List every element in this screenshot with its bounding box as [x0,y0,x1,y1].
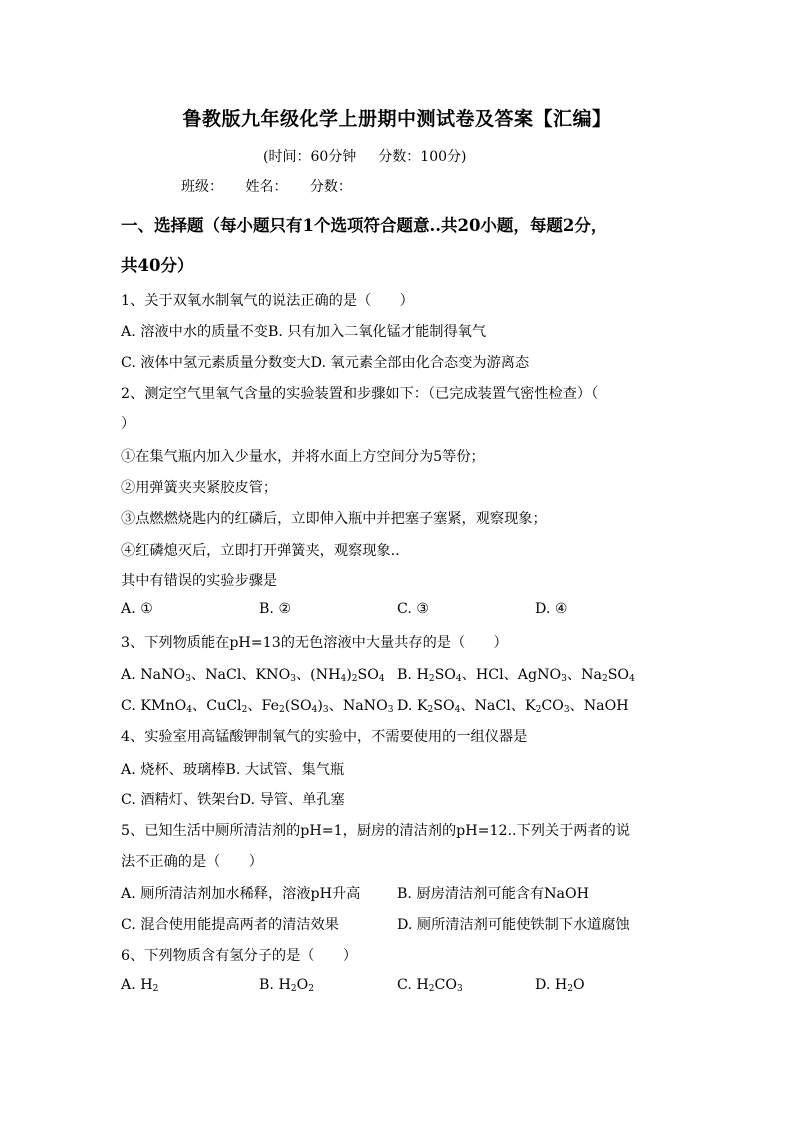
exam-score: 分数：100分) [378,149,467,165]
q5-stem: 5、已知生活中厕所清洁剂的pH=1，厨房的清洁剂的pH=12..下列关于两者的说 [121,823,631,839]
q5-option-d: D. 厕所清洁剂可能使铁制下水道腐蚀 [397,917,630,933]
q5-option-c: C. 混合使用能提高两者的清洁效果 [121,917,339,933]
q3-stem: 3、下列物质能在pH=13的无色溶液中大量共存的是（ ） [121,635,508,651]
q2-step-3: ③点燃燃烧匙内的红磷后，立即伸入瓶中并把塞子塞紧，观察现象； [121,511,547,527]
page-title: 鲁教版九年级化学上册期中测试卷及答案【汇编】 [182,108,612,130]
q2-step-1: ①在集气瓶内加入少量水，并将水面上方空间分为5等份； [121,449,485,465]
section-heading-line1: 一、选择题（每小题只有1个选项符合题意..共20小题，每题2分， [121,216,608,235]
q3-option-d: D. $K_2SO_4$、NaCl、$K_2CO_3$、NaOH [397,698,629,715]
q5-option-a: A. 厕所清洁剂加水稀释，溶液pH升高 [121,886,361,902]
q4-options-cd: C. 酒精灯、铁架台D. 导管、单孔塞 [121,792,345,808]
q5-option-b: B. 厨房清洁剂可能含有NaOH [397,886,590,902]
q5-options-cd [121,914,681,934]
q6-option-b: B. $H_2O_2$ [259,977,314,994]
q2-question: 其中有错误的实验步骤是 [121,573,278,589]
q2-option-a: A. ① [121,601,153,617]
q2-stem-cont: ） [121,416,136,432]
q2-option-b: B. ② [259,601,292,617]
q5-options-ab [121,883,681,903]
exam-time: (时间：60分钟 [263,149,357,165]
q3-options-ab [121,664,681,684]
q6-option-c: C. $H_2CO_3$ [397,977,463,994]
q2-options [121,601,681,617]
q1-options-cd: C. 液体中氢元素质量分数变大D. 氧元素全部由化合态变为游离态 [121,355,530,371]
q2-step-4: ④红磷熄灭后，立即打开弹簧夹，观察现象.. [121,543,400,559]
q3-option-c: C. KMnO$_4$、CuCl$_2$、$Fe_2(SO_4)_3$、NaNO$_3$ [121,698,394,715]
q1-options-ab: A. 溶液中水的质量不变B. 只有加入二氧化锰才能制得氧气 [121,324,487,340]
q2-option-c: C. ③ [397,601,430,617]
q3-option-b: B. $H_2SO_4$、HCl、AgNO$_3$、$Na_2SO_4$ [397,667,635,684]
q5-stem-cont: 法不正确的是（ ） [121,854,263,870]
q2-option-d: D. ④ [535,601,568,617]
q3-option-a: A. NaNO$_3$、NaCl、$KNO_3$、$(NH_4)_2SO_4$ [121,667,385,684]
exam-meta [263,146,488,166]
q2-step-2: ②用弹簧夹夹紧胶皮管； [121,480,278,496]
q6-stem: 6、下列物质含有氢分子的是（ ） [121,948,358,964]
q2-stem: 2、测定空气里氧气含量的实验装置和步骤如下：（已完成装置气密性检查）（ [121,386,599,402]
name-label: 姓名： [245,179,288,195]
q6-options [121,977,681,993]
q4-stem: 4、实验室用高锰酸钾制氧气的实验中，不需要使用的一组仪器是 [121,729,528,745]
q1-stem: 1、关于双氧水制氧气的说法正确的是（ ） [121,293,414,309]
q6-option-d: D. $H_2O$ [535,977,585,994]
q4-options-ab: A. 烧杯、玻璃棒B. 大试管、集气瓶 [121,762,345,778]
class-label: 班级： [181,179,223,195]
q6-option-a: A. $H_2$ [121,977,159,994]
section-heading-line2: 共40分） [121,256,194,275]
q3-options-cd [121,695,681,715]
student-info [181,176,370,196]
score-label: 分数： [309,179,352,195]
